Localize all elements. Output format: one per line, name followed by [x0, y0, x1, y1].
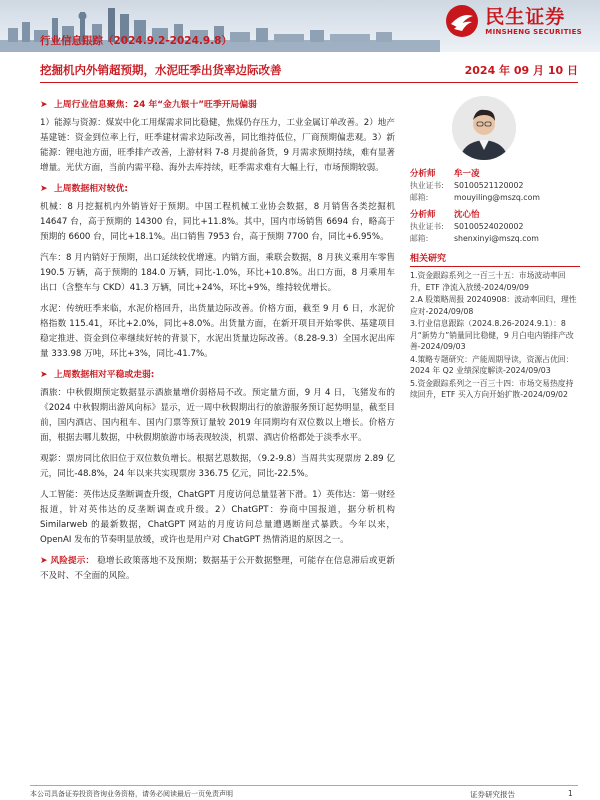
paragraph-ai: 人工智能：英伟达反垄断调查升级，ChatGPT 月度访问总量显著下滑。1）英伟达：第一财经报道，针对英伟达的反垄断调查或升级。2）ChatGPT：券商中国报道，据分析机构 Similarweb 的最新数据，ChatGPT 网站的月度访问总量遭遇断崖式暴跌。今年以来，OpenAI 发布的节奏明显放缓，或许也是用户对 ChatGPT 热情消退的原因之一。 [40, 490, 395, 545]
main-content [40, 96, 395, 590]
arrow-bullet-icon: ➤ [40, 184, 48, 194]
report-date: 2024 年 09 月 10 日 [464, 64, 578, 77]
footer-disclaimer: 本公司具备证券投资咨询业务资格，请务必阅读最后一页免责声明 [30, 790, 233, 798]
arrow-bullet-icon: ➤ [40, 556, 48, 566]
related-research-item[interactable]: 1.资金跟踪系列之一百三十五：市场波动率回升，ETF 净流入放缓-2024/09/09 [410, 271, 566, 292]
analyst-name: 牟一凌 [454, 169, 480, 179]
footer-report-type: 证券研究报告 [470, 790, 515, 799]
mail-label: 邮箱: [410, 234, 429, 243]
related-research-item[interactable]: 2.A 股策略周报 20240908：波动率回归，理性应对-2024/09/08 [410, 295, 577, 316]
risk-warning-text: 稳增长政策落地不及预期；数据基于公开数据整理，可能存在信息滞后或更新不及时、不全面的风险。 [40, 556, 395, 581]
paragraph-auto: 汽车：8 月内销好于预期，出口延续较优增速。内销方面，乘联会数据，8 月狭义乘用车零售 190.5 万辆，高于预期的 184.0 万辆，同比-1.0%，环比+10.8%。出口方面，8 月乘用车出口（含整车与 CKD）41.3 万辆，同比+24%，环比+9%，维持较优增长。 [40, 253, 395, 293]
footer-divider [30, 785, 578, 786]
related-research-list [410, 270, 580, 401]
page-number: 1 [568, 789, 573, 798]
arrow-bullet-icon: ➤ [40, 100, 48, 110]
minsheng-logo-mark-icon [445, 4, 479, 38]
section-title: 上周行业信息聚焦：24 年“金九银十”旺季开局偏弱 [54, 100, 257, 110]
section-heading-focus [40, 98, 395, 113]
section-title: 上周数据相对较优: [54, 184, 128, 194]
header-banner [0, 0, 600, 52]
analyst-role: 分析师 [410, 210, 436, 220]
report-title: 挖掘机内外销超预期，水泥旺季出货率边际改善 [40, 63, 282, 77]
paragraph-energy-property: 1）能源与资源：煤炭中化工用煤需求同比稳健，焦煤仍存压力，工业金属订单改善。2）地产基建链：资金到位率上行，旺季建材需求边际改善，同比维持低位，厂商预期偏悲观。3）新能源：锂电池方面，旺季排产改善，上游材料 7-8 月提前备货，9 月需求预期持续，难有显著增量。光伏方面，当前内需平稳、海外去库持续，旺季需求难有大幅上行，市场预期较弱。 [40, 118, 395, 173]
logo-en-text: MINSHENG SECURITIES [485, 27, 582, 36]
cert-label: 执业证书: [410, 222, 444, 231]
mail-label: 邮箱: [410, 193, 429, 202]
cert-label: 执业证书: [410, 181, 444, 190]
cert-number: S0100524020002 [454, 222, 524, 231]
report-tag-line: 行业信息跟踪（2024.9.2-2024.9.8） [40, 35, 232, 47]
paragraph-cement: 水泥：传统旺季来临，水泥价格回升，出货量边际改善。价格方面，截至 9 月 6 日，水泥价格指数 115.41，环比+2.0%，同比+8.0%。出货量方面，在新开项目开始零供、基建项目稳定推进、资金到位率继续好转的背景下，水泥出货量边际改善。（8.28-9.3）全国水泥出库量 333.98 万吨，环比+3%，同比-41.7%。 [40, 304, 395, 359]
arrow-bullet-icon: ➤ [40, 370, 48, 380]
logo-cn-text: 民生证券 [485, 5, 566, 28]
minsheng-logo [445, 4, 582, 38]
section-heading-weaker [40, 368, 395, 383]
cert-number: S0100521120002 [454, 181, 524, 190]
related-research-item[interactable]: 5.资金跟踪系列之一百三十四：市场交易热度持续回升，ETF 买入方向开始扩散-2024/09/02 [410, 378, 574, 399]
title-divider [40, 82, 578, 83]
related-research-title: 相关研究 [410, 251, 580, 267]
section-heading-better [40, 182, 395, 197]
paragraph-machinery: 机械：8 月挖掘机内外销皆好于预期。中国工程机械工业协会数据，8 月销售各类挖掘机 14647 台，高于预期的 14300 台，同比+11.8%。其中，国内市场销售 6694 台，略高于预期的 6600 台，同比+18.1%。出口销售 7953 台，高于预期 7700 台，同比+6.95%。 [40, 202, 395, 242]
analyst-email-link[interactable]: shenxinyi@mszq.com [454, 234, 539, 243]
risk-warning [40, 554, 395, 584]
analyst-card-1 [410, 168, 580, 204]
analyst-card-2 [410, 209, 580, 245]
analyst-sidebar [410, 96, 580, 402]
paragraph-liquor-travel: 酒旅：中秋假期预定数据显示酒旅量增价弱格局不改。预定量方面，9 月 4 日，飞猪发布的《2024 中秋假期出游风向标》显示，近一周中秋假期出行的旅游服务预订起势明显，截至目前，国内酒店、国内租车、国内门票等预订量较 2019 年同期均有双位数以上增长。价格方面，根据去哪儿数据，中秋假期旅游市场表现较淡，机票、酒店价格都处于淡季水平。 [40, 388, 395, 443]
related-research-item[interactable]: 4.策略专题研究：产能周期导读，资源占优回：2024 年 Q2 业绩深度解读-2024/09/03 [410, 354, 574, 375]
analyst-role: 分析师 [410, 169, 436, 179]
risk-warning-label: 风险提示： [50, 556, 95, 566]
analyst-email-link[interactable]: mouyiling@mszq.com [454, 193, 540, 202]
paragraph-film: 观影：票房同比依旧位于双位数负增长。根据艺恩数据，（9.2-9.8）当周共实现票房 2.89 亿元，同比-48.8%，24 年以来共实现票房 336.75 亿元，同比-22.5%。 [40, 454, 395, 479]
analyst-name: 沈心怡 [454, 210, 480, 220]
related-research-item[interactable]: 3.行业信息跟踪（2024.8.26-2024.9.1）：8 月“新势力”销量同比稳健，9 月白电内销排产改善-2024/09/03 [410, 319, 574, 351]
section-title: 上周数据相对平稳或走弱: [54, 370, 155, 380]
analyst-avatar [452, 96, 516, 160]
analyst-photo-icon [452, 96, 516, 160]
